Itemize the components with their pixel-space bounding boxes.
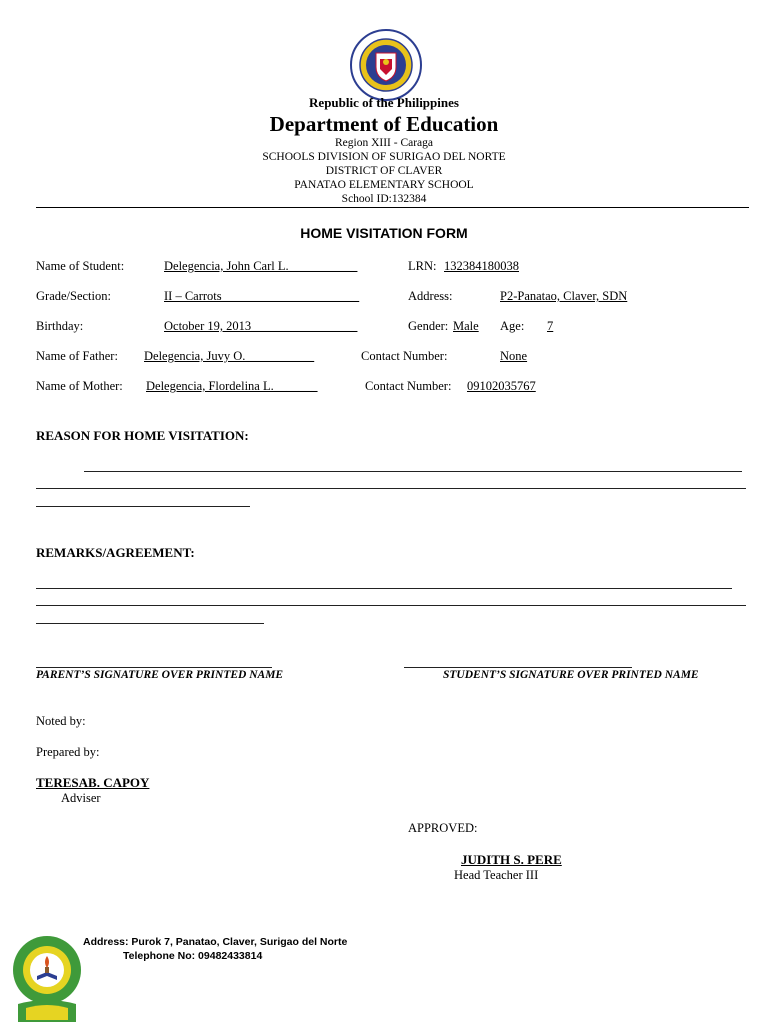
adviser-name: TERESAB. CAPOY — [36, 775, 150, 790]
head-teacher-name: JUDITH S. PERE — [461, 852, 562, 867]
remarks-heading: REMARKS/AGREEMENT: — [36, 545, 195, 560]
grade-label: Grade/Section: — [36, 289, 111, 303]
head-teacher-title: Head Teacher III — [454, 868, 539, 882]
school-line: PANATAO ELEMENTARY SCHOOL — [294, 179, 474, 191]
student-label: Name of Student: — [36, 259, 125, 273]
remarks-line-2 — [36, 605, 746, 606]
school-address: Address: Purok 7, Panatao, Claver, Surigao del Norte — [83, 936, 348, 948]
header-divider — [36, 207, 749, 208]
school-telephone: Telephone No: 09482433814 — [123, 950, 263, 962]
address-label: Address: — [408, 289, 453, 303]
republic-line: Republic of the Philippines — [309, 95, 459, 110]
student-signature-label: STUDENT’S SIGNATURE OVER PRINTED NAME — [443, 669, 699, 681]
noted-by-label: Noted by: — [36, 714, 86, 728]
mother-label: Name of Mother: — [36, 379, 123, 393]
father-label: Name of Father: — [36, 349, 118, 363]
school-logo-icon — [10, 934, 84, 1024]
birthday-label: Birthday: — [36, 319, 84, 333]
form-title: HOME VISITATION FORM — [300, 225, 468, 241]
lrn-label: LRN: — [408, 259, 437, 273]
reason-line-1 — [84, 471, 742, 472]
gender-value: Male — [453, 319, 479, 333]
reason-line-2 — [36, 488, 746, 489]
deped-seal-icon — [350, 29, 422, 101]
region-line: Region XIII - Caraga — [334, 137, 434, 149]
father-contact-value: None — [500, 349, 528, 363]
gender-label: Gender: — [408, 319, 449, 333]
father-contact-label: Contact Number: — [361, 349, 448, 363]
approved-label: APPROVED: — [408, 821, 478, 835]
parent-signature-line — [36, 667, 272, 668]
father-value: Delegencia, Juvy O.___________ — [144, 349, 315, 363]
remarks-line-1 — [36, 588, 732, 589]
reason-heading: REASON FOR HOME VISITATION: — [36, 428, 249, 443]
birthday-value: October 19, 2013_________________ — [164, 319, 358, 333]
lrn-value: 132384180038 — [444, 259, 519, 273]
age-value: 7 — [547, 319, 554, 333]
department-title: Department of Education — [269, 112, 499, 136]
parent-signature-label: PARENT’S SIGNATURE OVER PRINTED NAME — [36, 669, 284, 681]
division-line: SCHOOLS DIVISION OF SURIGAO DEL NORTE — [262, 151, 506, 163]
prepared-by-label: Prepared by: — [36, 745, 100, 759]
reason-line-3 — [36, 506, 250, 507]
school-id-line: School ID:132384 — [341, 193, 427, 205]
address-value: P2-Panatao, Claver, SDN — [500, 289, 628, 303]
grade-value: II – Carrots______________________ — [164, 289, 360, 303]
district-line: DISTRICT OF CLAVER — [325, 165, 443, 177]
mother-value: Delegencia, Flordelina L._______ — [146, 379, 318, 393]
adviser-title: Adviser — [61, 791, 101, 805]
student-signature-line — [404, 667, 632, 668]
mother-contact-label: Contact Number: — [365, 379, 452, 393]
mother-contact-value: 09102035767 — [467, 379, 536, 393]
student-value: Delegencia, John Carl L.___________ — [164, 259, 358, 273]
age-label: Age: — [500, 319, 525, 333]
remarks-line-3 — [36, 623, 264, 624]
